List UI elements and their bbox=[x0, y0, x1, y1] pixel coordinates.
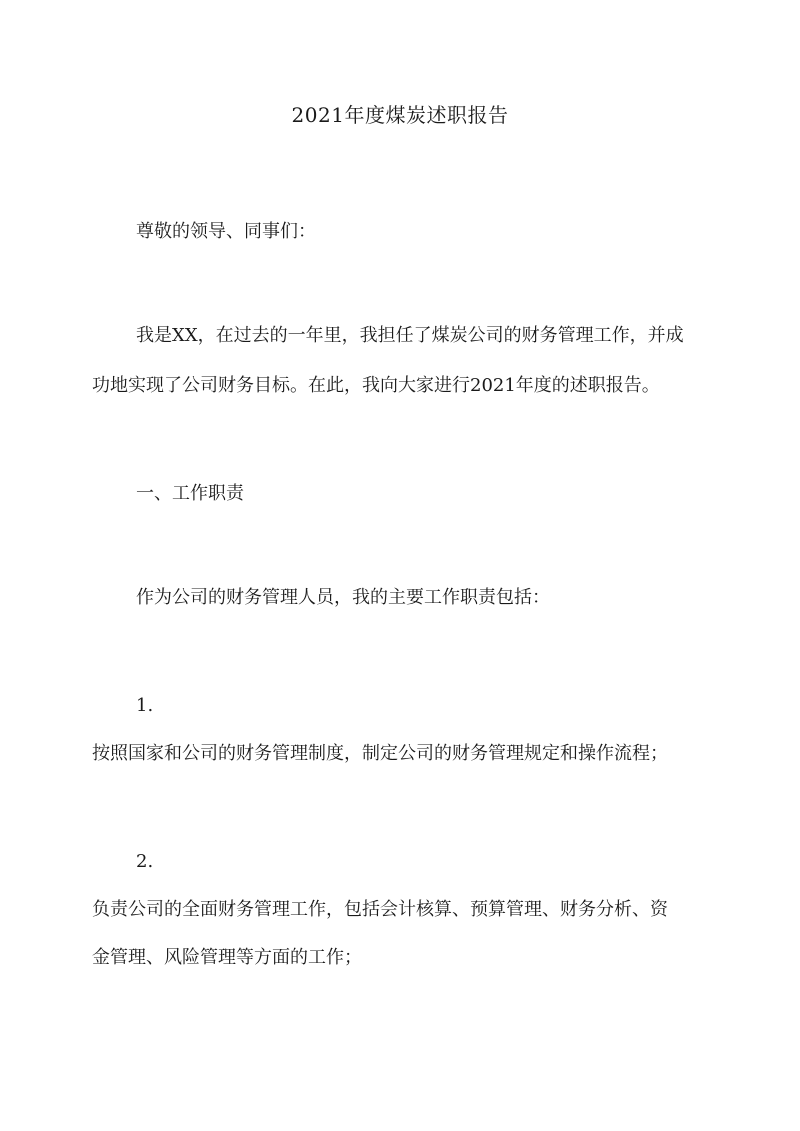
section-lead: 作为公司的财务管理人员，我的主要工作职责包括： bbox=[136, 587, 550, 608]
document-title: 2021年度煤炭述职报告 bbox=[291, 103, 509, 127]
list-item-text: 按照国家和公司的财务管理制度，制定公司的财务管理规定和操作流程； bbox=[92, 743, 668, 764]
list-item-number: 1. bbox=[136, 695, 154, 716]
list-item-text: 金管理、风险管理等方面的工作； bbox=[92, 947, 362, 968]
intro-line-2: 功地实现了公司财务目标。在此，我向大家进行2021年度的述职报告。 bbox=[92, 375, 660, 396]
list-item-number: 2. bbox=[136, 851, 154, 872]
list-item-text: 负责公司的全面财务管理工作，包括会计核算、预算管理、财务分析、资 bbox=[92, 899, 668, 920]
intro-line-1: 我是XX，在过去的一年里，我担任了煤炭公司的财务管理工作，并成 bbox=[136, 325, 684, 346]
section-heading: 一、工作职责 bbox=[136, 483, 244, 504]
salutation: 尊敬的领导、同事们： bbox=[136, 221, 316, 242]
